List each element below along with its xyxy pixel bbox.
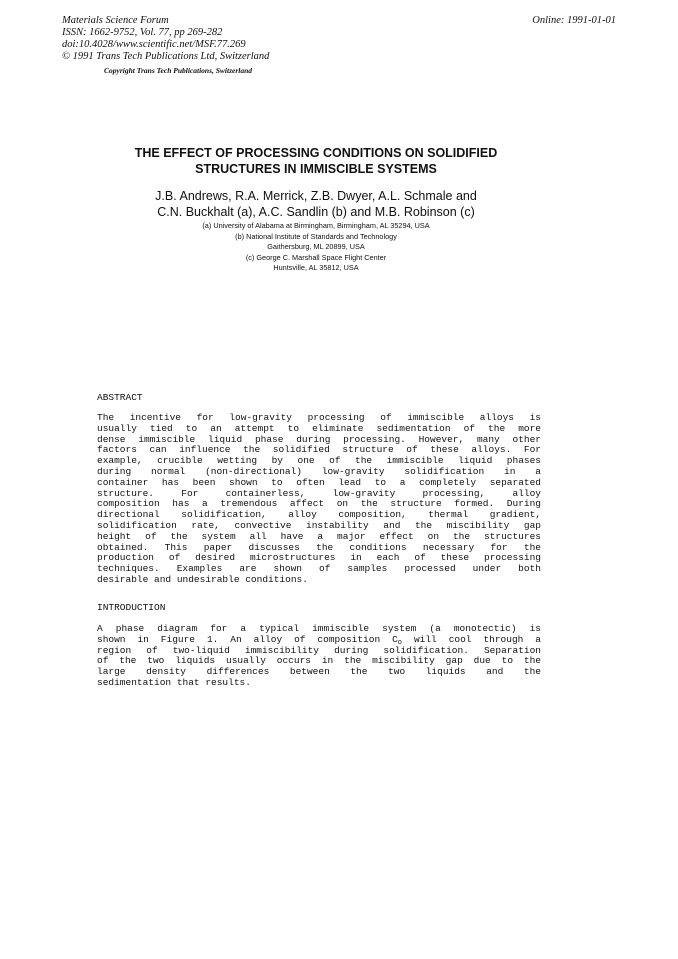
composition-subscript: o [397, 638, 402, 647]
doi-line: doi:10.4028/www.scientific.net/MSF.77.269 [62, 39, 246, 50]
abstract-body [97, 413, 541, 586]
online-date: Online: 1991-01-01 [532, 15, 616, 26]
abstract-line: height of the system all have a major effect on the structures [97, 530, 541, 542]
abstract-line: factors can influence the solidified structure of these alloys. For [97, 444, 541, 456]
abstract-line: solidification rate, convective instability and the miscibility gap [97, 519, 541, 531]
title-line: STRUCTURES IN IMMISCIBLE SYSTEMS [195, 162, 437, 176]
issn-line: ISSN: 1662-9752, Vol. 77, pp 269-282 [62, 27, 223, 38]
affiliation-line: (c) George C. Marshall Space Flight Center [245, 252, 387, 262]
affiliation-line: (a) University of Alabama at Birmingham, Birmingham, AL 35294, USA [202, 221, 430, 230]
abstract-line: usually tied to an attempt to eliminate sedimentation of the more [97, 422, 541, 434]
intro-line: of the two liquids usually occurs in the miscibility gap due to the [97, 655, 541, 667]
intro-text: shown in Figure 1. An alloy of composition C [97, 633, 398, 645]
paper-title [90, 145, 542, 177]
copyright-stamp: Copyright Trans Tech Publications, Switzerland [104, 66, 253, 75]
journal-name: Materials Science Forum [62, 15, 169, 26]
authors-line: C.N. Buckhalt (a), A.C. Sandlin (b) and M.B. Robinson (c) [157, 205, 475, 219]
intro-line: large density differences between the two liquids and the [97, 666, 541, 678]
intro-line: region of two-liquid immiscibility during solidification. Separation [97, 644, 541, 656]
abstract-line: directional solidification, alloy composition, thermal gradient, [97, 509, 541, 521]
abstract-line: composition has a tremendous affect on the structure formed. During [97, 498, 541, 510]
affiliation-line: Huntsville, AL 35812, USA [273, 263, 359, 272]
abstract-line: structure. For containerless, low-gravity processing, alloy [97, 487, 541, 499]
intro-line: sedimentation that results. [97, 676, 251, 688]
author-list [90, 188, 542, 220]
abstract-line: production of desired microstructures in each of these processing [97, 552, 541, 564]
title-line: THE EFFECT OF PROCESSING CONDITIONS ON SOLIDIFIED [134, 146, 498, 160]
abstract-heading: ABSTRACT [97, 392, 143, 403]
abstract-line: desirable and undesirable conditions. [97, 573, 308, 585]
authors-line: J.B. Andrews, R.A. Merrick, Z.B. Dwyer, A.L. Schmale and [155, 189, 477, 203]
abstract-line: container has been shown to often lead to a completely separated [97, 476, 541, 488]
intro-line: A phase diagram for a typical immiscible system (a monotectic) is [97, 623, 541, 634]
introduction-body [97, 624, 541, 689]
journal-metadata [62, 15, 269, 63]
abstract-line: dense immiscible liquid phase during processing. However, many other [97, 433, 541, 445]
intro-text: will cool through a [402, 633, 541, 645]
abstract-line: obtained. This paper discusses the conditions necessary for the [97, 541, 541, 553]
affiliation-line: Gaithersburg, ML 20899, USA [267, 242, 365, 251]
abstract-line: during normal (non-directional) low-gravity solidification in a [97, 465, 541, 477]
affiliation-line: (b) National Institute of Standards and Technology [235, 231, 397, 241]
abstract-line: techniques. Examples are shown of samples processed under both [97, 563, 541, 575]
affiliations [90, 221, 542, 274]
abstract-line: The incentive for low-gravity processing of immiscible alloys is [97, 412, 541, 423]
copyright-line: © 1991 Trans Tech Publications Ltd, Switzerland [62, 51, 270, 62]
abstract-line: example, crucible wetting by one of the immiscible liquid phases [97, 455, 541, 467]
introduction-heading: INTRODUCTION [97, 602, 166, 613]
intro-line-with-subscript [97, 635, 541, 646]
